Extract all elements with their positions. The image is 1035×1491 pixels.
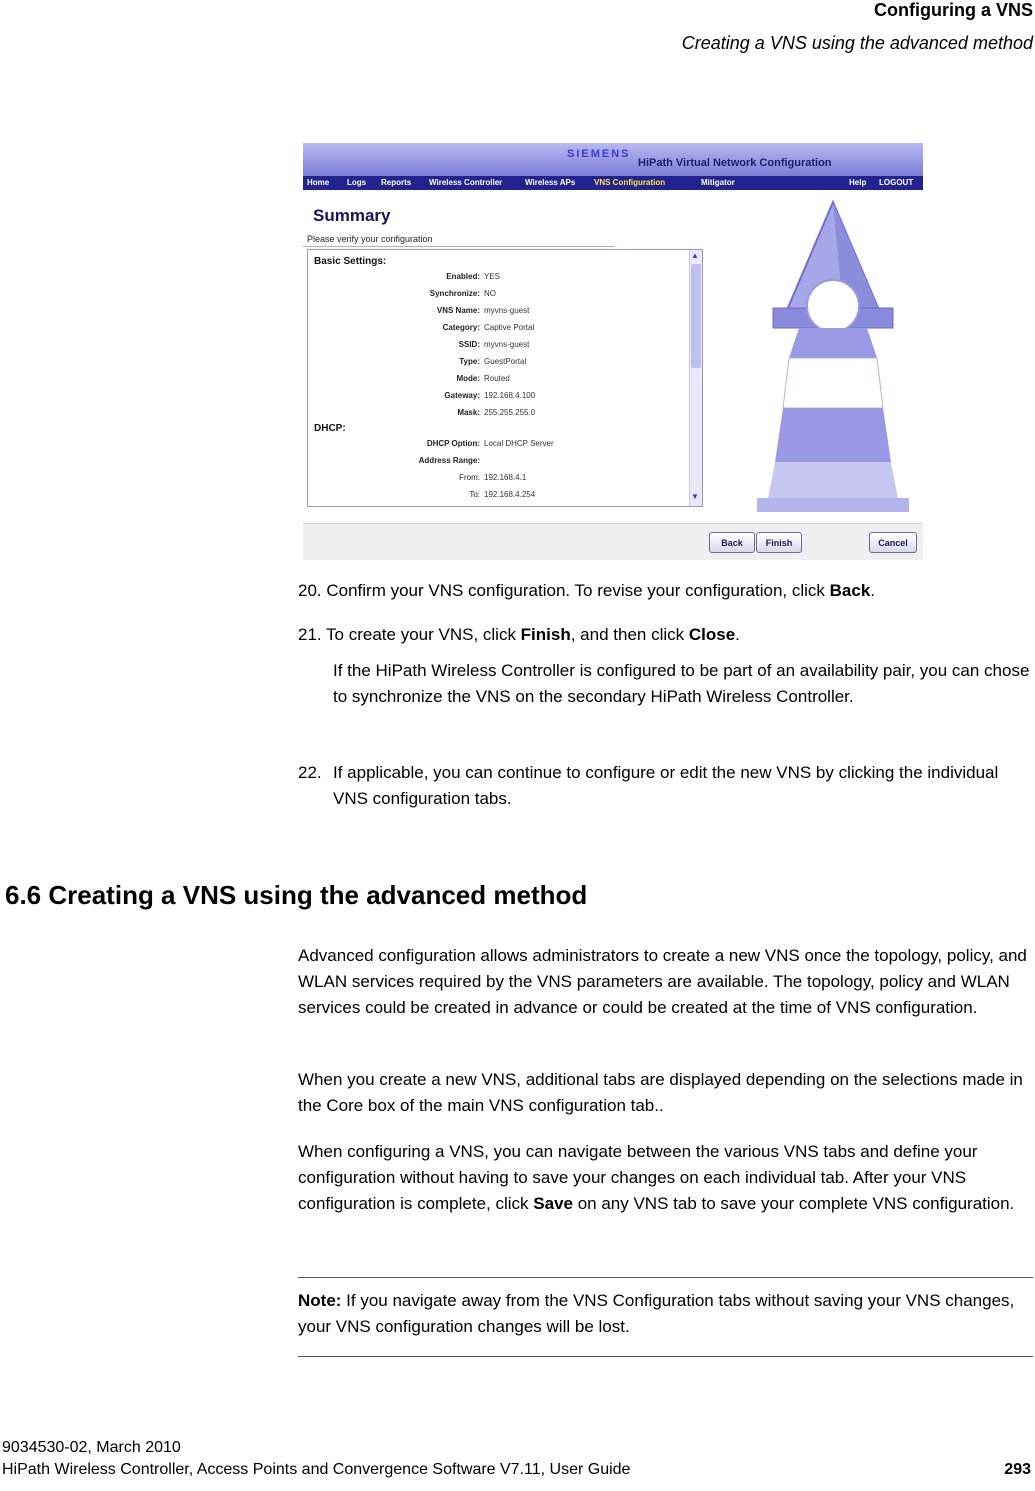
para-text: on any VNS tab to save your complete VNS configuration. xyxy=(572,1194,1015,1213)
step-text: . xyxy=(870,581,876,600)
field-label: Mask: xyxy=(457,408,480,417)
step-22-text: If applicable, you can continue to configure or edit the new VNS by clicking the individual VNS configuration tabs. xyxy=(333,763,999,808)
lighthouse-illustration xyxy=(743,198,923,518)
note-rule-top xyxy=(298,1277,1033,1278)
paragraph: When you create a new VNS, additional tabs are displayed depending on the selections made in the Core box of the main VNS configuration tab.. xyxy=(298,1070,1023,1115)
field-value: Routed xyxy=(484,374,510,383)
note xyxy=(298,1288,1032,1340)
field-value: Local DHCP Server xyxy=(484,439,554,448)
field-value: YES xyxy=(484,272,501,281)
divider xyxy=(303,246,615,247)
nav-help[interactable]: Help xyxy=(849,178,867,187)
field-value: 192.168.4.254 xyxy=(484,490,536,499)
note-rule-bottom xyxy=(298,1356,1033,1357)
step-20 xyxy=(298,578,875,604)
back-button[interactable]: Back xyxy=(709,532,755,553)
field-value: myvns-guest xyxy=(484,340,530,349)
nav-vns-configuration[interactable]: VNS Configuration xyxy=(594,178,666,187)
field-label: To: xyxy=(469,490,480,499)
vns-summary-screenshot xyxy=(303,143,923,560)
brand-logo: SIEMENS xyxy=(567,148,631,160)
nav-reports[interactable]: Reports xyxy=(381,178,412,187)
field-value: 192.168.4.1 xyxy=(484,473,527,482)
field-value: myvns-guest xyxy=(484,306,530,315)
field-label: Mode: xyxy=(456,374,480,383)
footer-title: HiPath Wireless Controller, Access Points and Convergence Software V7.11, User Guide xyxy=(2,1461,631,1478)
scroll-thumb[interactable] xyxy=(691,264,701,368)
field-label: SSID: xyxy=(458,340,480,349)
section-heading: 6.6 Creating a VNS using the advanced method xyxy=(5,880,588,910)
nav-mitigator[interactable]: Mitigator xyxy=(701,178,735,187)
nav-logs[interactable]: Logs xyxy=(347,178,367,187)
finish-button[interactable]: Finish xyxy=(756,532,802,553)
field-value: GuestPortal xyxy=(484,357,527,366)
step-text: . xyxy=(735,625,740,644)
field-value: 255.255.255.0 xyxy=(484,408,536,417)
field-label: Synchronize: xyxy=(429,289,480,298)
step-21-note: If the HiPath Wireless Controller is configured to be part of an availability pair, you can chose to synchronize the VNS on the secondary HiPath Wireless Controller. xyxy=(333,661,1030,706)
paragraph: Advanced configuration allows administrators to create a new VNS once the topology, policy, and WLAN services required by the VNS parameters are available. The topology, policy and WLAN services could be created in advance or could be created at the time of VNS configuration. xyxy=(298,946,1027,1017)
page-number: 293 xyxy=(1004,1461,1031,1478)
verify-text: Please verify your configuration xyxy=(307,234,433,244)
dhcp-heading: DHCP: xyxy=(314,423,346,434)
field-label: Category: xyxy=(442,323,480,332)
step-21 xyxy=(298,622,740,648)
note-label: Note: xyxy=(298,1291,342,1310)
field-label: DHCP Option: xyxy=(426,439,480,448)
step-text: , and then click xyxy=(570,625,689,644)
note-text: If you navigate away from the VNS Configuration tabs without saving your VNS changes, your VNS configuration changes will be lost. xyxy=(298,1291,1015,1336)
step-text: 20. Confirm your VNS configuration. To revise your configuration, click xyxy=(298,581,830,600)
running-header-chapter: Configuring a VNS xyxy=(874,0,1033,20)
paragraph xyxy=(298,1139,1032,1217)
nav-wireless-controller[interactable]: Wireless Controller xyxy=(429,178,503,187)
field-label: Address Range: xyxy=(418,456,480,465)
step-text: 21. To create your VNS, click xyxy=(298,625,521,644)
nav-home[interactable]: Home xyxy=(307,178,330,187)
field-value: NO xyxy=(484,289,496,298)
para-text: When configuring a VNS, you can navigate between the various VNS tabs and define your configuration without having to save your changes on each individual tab. After your VNS configuration is complete, click xyxy=(298,1142,978,1213)
para-bold: Save xyxy=(533,1194,573,1213)
scroll-down-icon[interactable]: ▼ xyxy=(691,492,699,501)
field-label: Gateway: xyxy=(444,391,480,400)
field-value: Captive Portal xyxy=(484,323,535,332)
nav-logout[interactable]: LOGOUT xyxy=(879,178,914,187)
footer-doc-id: 9034530-02, March 2010 xyxy=(2,1439,181,1456)
step-bold: Finish xyxy=(520,625,571,644)
basic-settings-heading: Basic Settings: xyxy=(314,256,387,267)
app-banner xyxy=(303,143,923,176)
summary-title: Summary xyxy=(313,206,391,225)
field-label: Enabled: xyxy=(446,272,480,281)
top-nav xyxy=(303,176,923,190)
vertical-scrollbar[interactable] xyxy=(689,250,702,506)
running-header-section: Creating a VNS using the advanced method xyxy=(681,33,1033,53)
summary-panel[interactable] xyxy=(307,249,703,507)
field-value: 192.168.4.100 xyxy=(484,391,536,400)
field-label: From: xyxy=(459,473,480,482)
field-label: Type: xyxy=(459,357,480,366)
step-bold: Close xyxy=(688,625,736,644)
step-bold: Back xyxy=(829,581,871,600)
nav-wireless-aps[interactable]: Wireless APs xyxy=(525,178,576,187)
button-bar xyxy=(303,523,923,560)
field-label: VNS Name: xyxy=(436,306,480,315)
step-22-number: 22. xyxy=(298,763,322,782)
scroll-up-icon[interactable]: ▲ xyxy=(691,251,699,260)
app-title: HiPath Virtual Network Configuration xyxy=(638,157,832,169)
cancel-button[interactable]: Cancel xyxy=(869,532,917,553)
